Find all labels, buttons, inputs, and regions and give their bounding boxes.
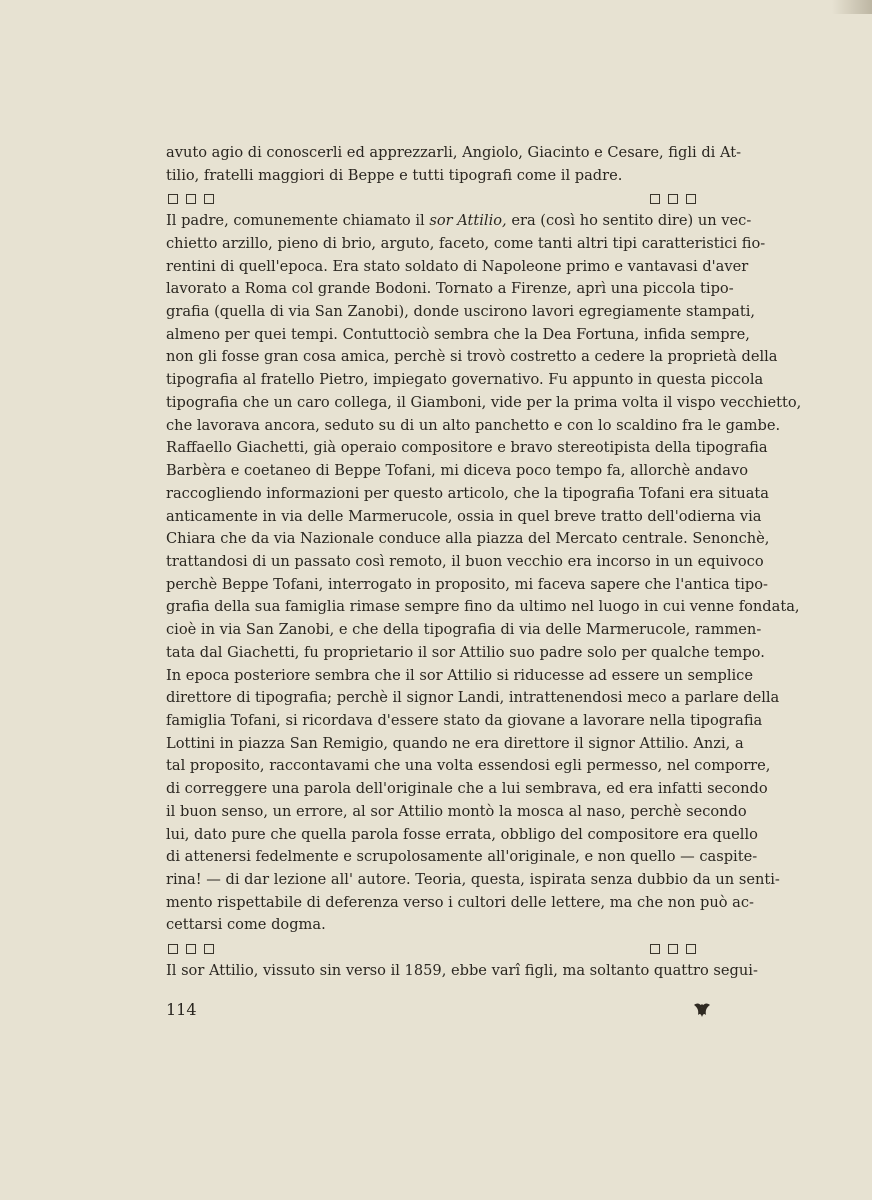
text-line: di correggere una parola dell'originale che a lui sembrava, ed era infatti secondo — [166, 780, 768, 798]
text-line: Lottini in piazza San Remigio, quando ne era direttore il signor Attilio. Anzi, a — [166, 734, 744, 752]
text-line: Barbèra e coetaneo di Beppe Tofani, mi diceva poco tempo fa, allorchè andavo — [166, 462, 748, 480]
text-line: grafia (quella di via San Zanobi), donde uscirono lavori egregiamente stampati, — [166, 303, 756, 321]
text-line: lavorato a Roma col grande Bodoni. Tornato a Firenze, aprì una piccola tipo- — [166, 280, 734, 298]
text-line: anticamente in via delle Marmerucole, ossia in quel breve tratto dell'odierna via — [166, 507, 762, 525]
section-separator — [166, 937, 698, 960]
text-line: il buon senso, un errore, al sor Attilio montò la mosca al naso, perchè secondo — [166, 802, 747, 820]
text-line: tipografia al fratello Pietro, impiegato governativo. Fu appunto in questa piccola — [166, 371, 764, 389]
text-line: mento rispettabile di deferenza verso i cultori delle lettere, ma che non può ac- — [166, 893, 754, 911]
text-line: perchè Beppe Tofani, interrogato in proposito, mi faceva sapere che l'antica tipo- — [166, 575, 768, 593]
text-fragment: era (così ho sentito dire) un vec- — [511, 212, 752, 230]
text-line: rentini di quell'epoca. Era stato soldato di Napoleone primo e vantavasi d'aver — [166, 257, 749, 275]
text-line: direttore di tipografia; perchè il signor Landi, intrattenendosi meco a parlare della — [166, 689, 780, 707]
text-line: cettarsi come dogma. — [166, 916, 326, 934]
italic-name: sor Attilio, — [429, 212, 507, 230]
text-line: famiglia Tofani, si ricordava d'essere stato da giovane a lavorare nella tipografia — [166, 711, 763, 729]
text-line: Il sor Attilio, vissuto sin verso il 1859, ebbe varî figli, ma soltanto quattro segui- — [166, 961, 758, 979]
square-ornament-icon — [166, 944, 216, 954]
text-line: rina! — di dar lezione all' autore. Teoria, questa, ispirata senza dubbio da un senti- — [166, 871, 780, 888]
text-line: che lavorava ancora, seduto su di un alto panchetto e con lo scaldino fra le gambe. — [166, 416, 781, 434]
text-line: avuto agio di conoscerli ed apprezzarli, Angiolo, Giacinto e Cesare, figli di At- — [166, 144, 742, 161]
text-line — [166, 210, 752, 233]
page-corner-shadow — [832, 0, 872, 14]
text-line: raccogliendo informazioni per questo articolo, che la tipografia Tofani era situata — [166, 484, 769, 502]
text-line: cioè in via San Zanobi, e che della tipografia di via delle Marmerucole, rammen- — [166, 621, 762, 639]
section-separator — [166, 187, 698, 210]
square-ornament-icon — [648, 194, 698, 204]
text-line: tal proposito, raccontavami che una volta essendosi egli permesso, nel comporre, — [166, 757, 771, 775]
text-line: lui, dato pure che quella parola fosse errata, obbligo del compositore era quello — [166, 825, 758, 843]
body-text — [166, 142, 802, 983]
text-fragment: Il padre, comunemente chiamato il — [166, 212, 425, 230]
square-ornament-icon — [166, 194, 216, 204]
square-ornament-icon — [648, 944, 698, 954]
text-line: In epoca posteriore sembra che il sor Attilio si riducesse ad essere un semplice — [166, 666, 753, 684]
text-line: di attenersi fedelmente e scrupolosamente all'originale, e non quello — caspite- — [166, 848, 758, 866]
text-line: Chiara che da via Nazionale conduce alla piazza del Mercato centrale. Senonchè, — [166, 530, 770, 548]
text-line: tipografia che un caro collega, il Giamboni, vide per la prima volta il vispo vecchietto, — [166, 393, 802, 411]
text-line: almeno per quei tempi. Contuttociò sembra che la Dea Fortuna, infida sempre, — [166, 325, 750, 343]
page-number: 114 — [166, 1000, 197, 1019]
text-line: grafia della sua famiglia rimase sempre fino da ultimo nel luogo in cui venne fondata, — [166, 598, 800, 616]
printer-mark-icon — [692, 1001, 712, 1019]
text-line: Raffaello Giachetti, già operaio compositore e bravo stereotipista della tipografia — [166, 439, 768, 457]
text-line: tata dal Giachetti, fu proprietario il sor Attilio suo padre solo per qualche tempo. — [166, 643, 765, 661]
text-line: trattandosi di un passato così remoto, il buon vecchio era incorso in un equivoco — [166, 552, 764, 570]
text-line: non gli fosse gran cosa amica, perchè si trovò costretto a cedere la proprietà della — [166, 348, 778, 366]
text-line: tilio, fratelli maggiori di Beppe e tutti tipografi come il padre. — [166, 166, 623, 184]
text-line: chietto arzillo, pieno di brio, arguto, faceto, come tanti altri tipi caratteristici fio- — [166, 234, 766, 252]
